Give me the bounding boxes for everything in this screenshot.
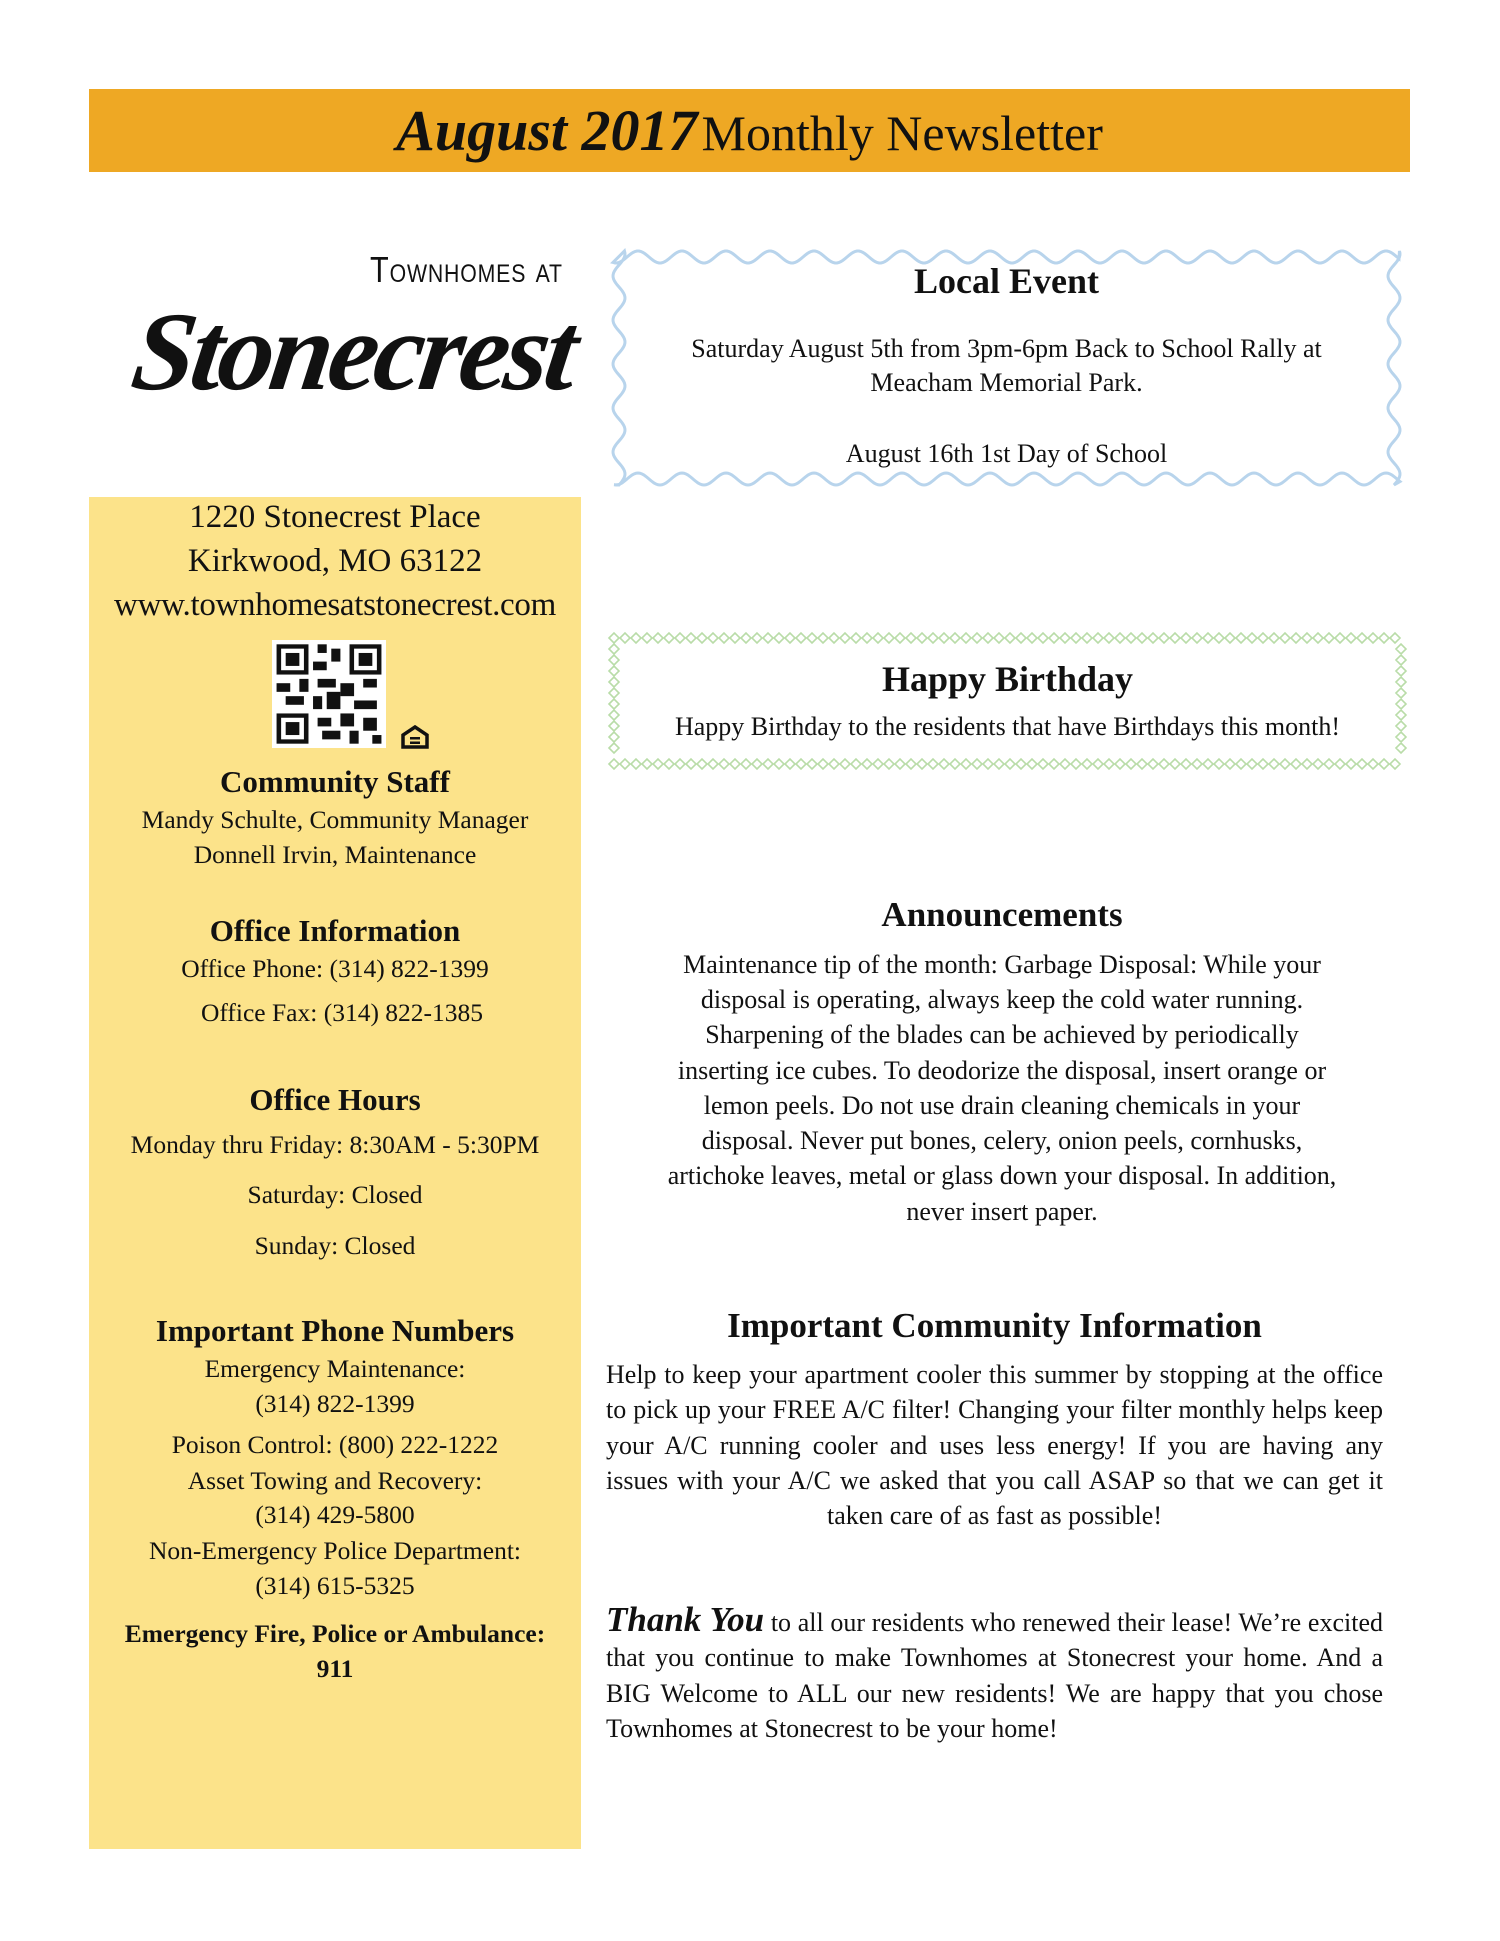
phone-label: Emergency Maintenance: [204, 1354, 466, 1383]
announcement-line: artichoke leaves, metal or glass down your disposal. In addition, [667, 1161, 1337, 1190]
announcement-line: inserting ice cubes. To deodorize the disposal, insert orange or [677, 1056, 1327, 1085]
equal-housing-icon [401, 725, 429, 749]
birthday-box [607, 631, 1408, 771]
phone-number: (314) 615-5325 [255, 1571, 415, 1600]
local-event-line: Meacham Memorial Park. [870, 368, 1143, 397]
announcement-line: lemon peels. Do not use drain cleaning chemicals in your [703, 1091, 1301, 1120]
staff-maintenance: Donnell Irvin, Maintenance [193, 840, 477, 869]
diamond-chain-path [609, 633, 1406, 769]
phone-numbers-heading: Important Phone Numbers [155, 1313, 515, 1348]
title-rest: Monthly Newsletter [701, 105, 1103, 161]
thank-you-lead: Thank You [606, 1600, 765, 1639]
local-event-line: Saturday August 5th from 3pm-6pm Back to School Rally at [691, 334, 1322, 363]
office-information-heading: Office Information [209, 913, 461, 948]
birthday-text: Happy Birthday to the residents that have Birthdays this month! [674, 712, 1341, 741]
announcements-heading: Announcements [881, 895, 1123, 934]
birthday-heading: Happy Birthday [881, 659, 1134, 699]
phone-label: Non-Emergency Police Department: [149, 1536, 521, 1565]
announcement-line: Maintenance tip of the month: Garbage Disposal: While your [683, 950, 1321, 979]
phone-label: Asset Towing and Recovery: [187, 1466, 483, 1495]
hours-weekdays: Monday thru Friday: 8:30AM - 5:30PM [130, 1130, 540, 1159]
logo-line2: Stonecrest [125, 290, 582, 414]
hours-sunday: Sunday: Closed [254, 1231, 416, 1260]
title-month: August 2017 [396, 98, 698, 163]
phone-label: Poison Control: (800) 222-1222 [171, 1430, 499, 1459]
office-hours-heading: Office Hours [249, 1082, 421, 1117]
announcement-line: disposal is operating, always keep the cold water running. [700, 985, 1304, 1014]
website-link[interactable]: www.townhomesatstonecrest.com [114, 587, 556, 623]
community-info-text: Help to keep your apartment cooler this summer by stopping at the office to pick up your FREE A/C filter! Changing your filter monthly helps keep your A/C running cooler and uses less energy! If you are having any issues with your A/C we asked that you call ASAP so that we can get it taken care of as fast as possible! [606, 1360, 1383, 1531]
stonecrest-logo [89, 249, 582, 414]
staff-manager: Mandy Schulte, Community Manager [141, 805, 529, 834]
emergency-label: Emergency Fire, Police or Ambulance: [124, 1619, 546, 1648]
address-street: 1220 Stonecrest Place [189, 499, 481, 535]
diamond-chain-border [607, 631, 1408, 771]
phone-number: (314) 429-5800 [255, 1500, 415, 1529]
emergency-number: 911 [316, 1654, 354, 1683]
office-phone: Office Phone: (314) 822-1399 [181, 954, 489, 983]
local-event-line: August 16th 1st Day of School [845, 439, 1168, 468]
announcement-line: disposal. Never put bones, celery, onion peels, cornhusks, [701, 1126, 1303, 1155]
hours-saturday: Saturday: Closed [247, 1180, 423, 1209]
contact-sidebar [89, 497, 581, 1849]
community-info-heading: Important Community Information [727, 1306, 1262, 1345]
qr-code-icon [272, 640, 386, 748]
phone-number: (314) 822-1399 [255, 1389, 415, 1418]
thank-you-text: to all our residents who renewed their lease! We’re excited that you continue to make Townhomes at Stonecrest your home. And a BIG Welcome to ALL our new residents! We are happy that you chose Townhomes at Stonecrest to be your home! [606, 1608, 1383, 1743]
announcements-section [606, 893, 1398, 1233]
address-city: Kirkwood, MO 63122 [187, 543, 483, 579]
announcement-line: Sharpening of the blades can be achieved by periodically [705, 1020, 1299, 1049]
local-event-heading: Local Event [914, 261, 1099, 301]
local-event-box [605, 243, 1408, 493]
announcement-line: never insert paper. [906, 1197, 1098, 1226]
thank-you-paragraph [606, 1602, 1383, 1746]
logo-line1: Townhomes at [370, 249, 563, 290]
newsletter-title-banner [89, 89, 1410, 172]
community-staff-heading: Community Staff [220, 764, 450, 799]
office-fax: Office Fax: (314) 822-1385 [200, 998, 484, 1027]
